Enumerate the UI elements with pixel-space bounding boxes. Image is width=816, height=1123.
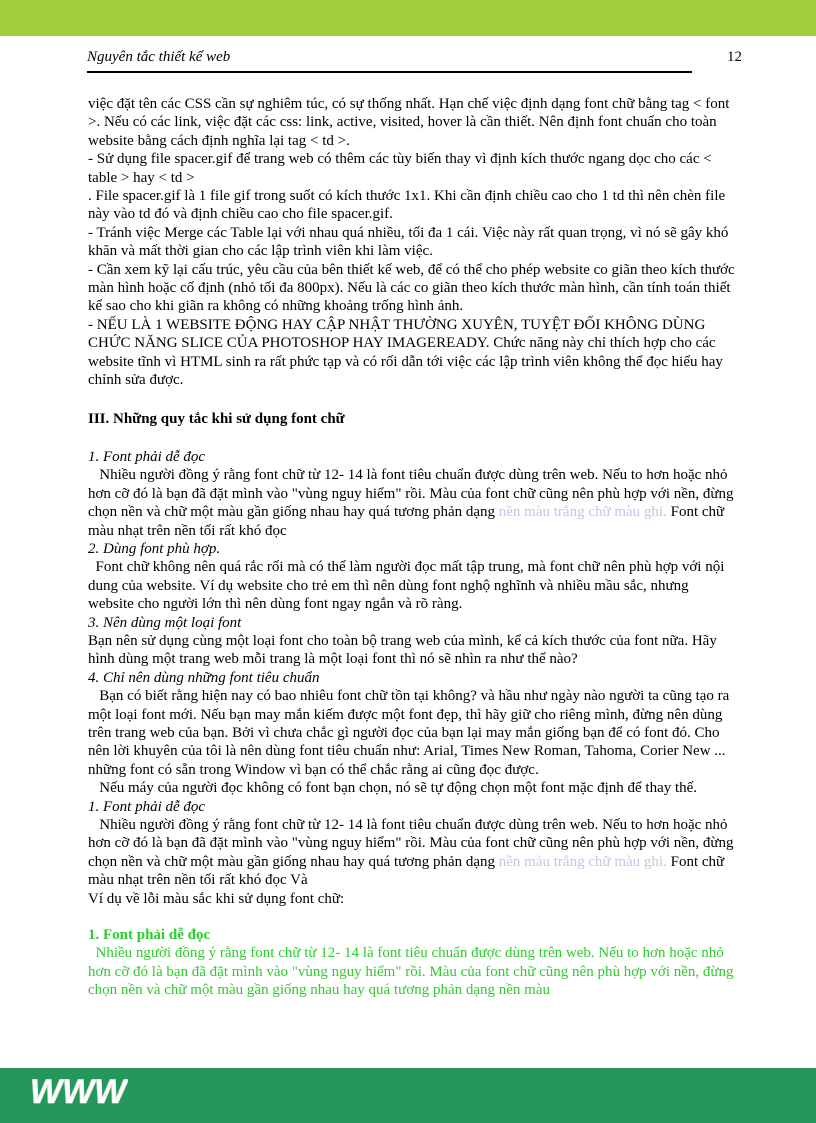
paragraph: - NẾU LÀ 1 WEBSITE ĐỘNG HAY CẬP NHẬT THƯỜNG XUYÊN, TUYỆT ĐỐI KHÔNG DÙNG CHỨC NĂNG SLICE CỦA PHOTOSHOP HAY IMAGEREADY. Chức năng này chỉ thích hợp cho các website tĩnh vì HTML sinh ra rất phức tạp và có rối dẫn tới việc các lập trình viên không thể đọc hiểu hay chỉnh sửa được. — [88, 316, 723, 389]
rule2-title: 2. Dùng font phù hợp. — [88, 540, 221, 557]
paragraph: - Sử dụng file spacer.gif để trang web có thêm các tùy biến thay vì định kích thước ngang dọc cho các < table > hay < td > — [88, 151, 712, 186]
rule2-body — [88, 558, 738, 613]
paragraph: việc đặt tên các CSS cần sự nghiêm túc, có sự thống nhất. Hạn chế việc định dạng font chữ bằng tag < font >. Nếu có các link, việc đặt các css: link, active, visited, hover là cần thiết. Nên định font chuẩn cho toàn website bằng cách định nghĩa lại tag < td >. — [88, 96, 730, 149]
rule1-body — [88, 466, 738, 540]
page-header — [87, 46, 742, 72]
rule1-repeat-after: Font chữ màu nhạt trên nền tối rất khó đọc Và — [88, 853, 725, 889]
rule1-after: Font chữ màu nhạt trên nền tối rất khó đọc — [88, 504, 725, 539]
rule3-title: 3. Nên dùng một loại font — [88, 614, 242, 631]
paragraph: - Cần xem kỹ lại cấu trúc, yêu cầu của bên thiết kế web, để có thể cho phép website co giãn theo kích thước màn hình hoặc cố định (nhỏ tối đa 800px). Nếu là các co giãn theo kích thước màn hình, cần tính toán thiết kế sao cho khi giãn ra không có những khoảng trống hình ảnh. — [88, 261, 735, 315]
top-color-band — [0, 0, 816, 36]
www-logo-icon — [28, 1070, 128, 1110]
green-example-title: 1. Font phải dễ đọc — [88, 927, 211, 944]
document-body — [88, 95, 738, 1000]
rule1-faded-example: nền màu trắng chữ màu ghi. — [498, 504, 667, 521]
green-example-body — [88, 944, 738, 999]
www-logo-text: WWW — [30, 1073, 127, 1110]
green-example-text: Nhiều người đồng ý rằng font chữ từ 12- 14 là font tiêu chuẩn được dùng trên web. Nếu to hơn hoặc nhỏ hơn cỡ đó là bạn đã đặt mình vào "vùng nguy hiểm" rồi. Màu của font chữ cũng nên phù hợp với nền, đừng chọn nền và chữ một màu gần giống nhau hay quá tương phản dạng nền màu — [88, 945, 734, 999]
rule1-text: Nhiều người đồng ý rằng font chữ từ 12- 14 là font tiêu chuẩn được dùng trên web. Nếu to hơn hoặc nhỏ hơn cỡ đó là bạn đã đặt mình vào "vùng nguy hiểm" rồi. Màu của font chữ cũng nên phù hợp với nền, đừng chọn nền và chữ một màu gần giống nhau hay quá tương phản dạng — [88, 467, 734, 521]
paragraph: - Tránh việc Merge các Table lại với nhau quá nhiều, tối đa 1 cái. Việc này rất quan trọng, vì nó sẽ gây khó khăn và mất thời gian cho các lập trình viên khi làm việc. — [88, 224, 729, 260]
rule4-body-2 — [88, 779, 738, 797]
rule1-repeat-title: 1. Font phải dễ đọc — [88, 798, 206, 815]
www-logo-graphic — [28, 1070, 128, 1110]
example-intro: Ví dụ về lỗi màu sắc khi sử dụng font chữ: — [88, 890, 345, 907]
rule1-repeat-faded-example: nền màu trắng chữ màu ghi. — [498, 853, 667, 870]
rule4-body-1 — [88, 687, 738, 779]
rule2-text: Font chữ không nên quá rắc rối mà có thể làm người đọc mất tập trung, mà font chữ nên phù hợp với nội dung của website. Ví dụ website cho trẻ em thì nên dùng font nghộ nghĩnh và nhiều mầu sắc, nhưng website cho người lớn thì nên dùng font ngay ngắn và rõ ràng. — [88, 559, 725, 613]
rule4-text2: Nếu máy của người đọc không có font bạn chọn, nó sẽ tự động chọn một font mặc định để thay thế. — [99, 780, 698, 797]
rule3-text: Bạn nên sử dụng cùng một loại font cho toàn bộ trang web của mình, kể cả kích thước của font nữa. Hãy hình dùng một trang web mỗi trang là một loại font thì nó sẽ nhìn ra như thế nào? — [88, 632, 717, 668]
section-heading: III. Những quy tắc khi sử dụng font chữ — [88, 410, 345, 427]
rule1-repeat-text: Nhiều người đồng ý rằng font chữ từ 12- 14 là font tiêu chuẩn được dùng trên web. Nếu to hơn hoặc nhỏ hơn cỡ đó là bạn đã đặt mình vào "vùng nguy hiểm" rồi. Màu của font chữ cũng nên phù hợp với nền, đừng chọn nền và chữ một màu gần giống nhau hay quá tương phản dạng — [88, 817, 734, 870]
header-title: Nguyên tắc thiết kế web — [87, 49, 231, 65]
rule1-title: 1. Font phải dễ đọc — [88, 448, 206, 465]
paragraph: . File spacer.gif là 1 file gif trong suốt có kích thước 1x1. Khi cần định chiều cao cho 1 td thì nên chèn file này vào td đó và định chiều cao cho file spacer.gif. — [88, 188, 726, 223]
rule1-repeat-body — [88, 816, 738, 890]
rule4-title: 4. Chỉ nên dùng những font tiêu chuẩn — [88, 669, 320, 686]
header-rule — [87, 71, 692, 73]
page-number: 12 — [727, 49, 742, 65]
rule4-text1: Bạn có biết rằng hiện nay có bao nhiêu font chữ tồn tại không? và hầu như ngày nào người ta cũng tạo ra một loại font mới. Nếu bạn may mắn kiếm được một font đẹp, thì hãy giữ cho riêng mình, đừng nên dùng trên trang web của bạn. Bởi vì chưa chắc gì người đọc của bạn lại may mắn giống bạn để có font đó. Cho nên lời khuyên của tôi là nên dùng font tiêu chuẩn như: Arial, Times New Roman, Tahoma, Corier New ... những font có sẵn trong Window vì bạn có thể chắc rằng ai cũng đọc được. — [88, 688, 730, 778]
